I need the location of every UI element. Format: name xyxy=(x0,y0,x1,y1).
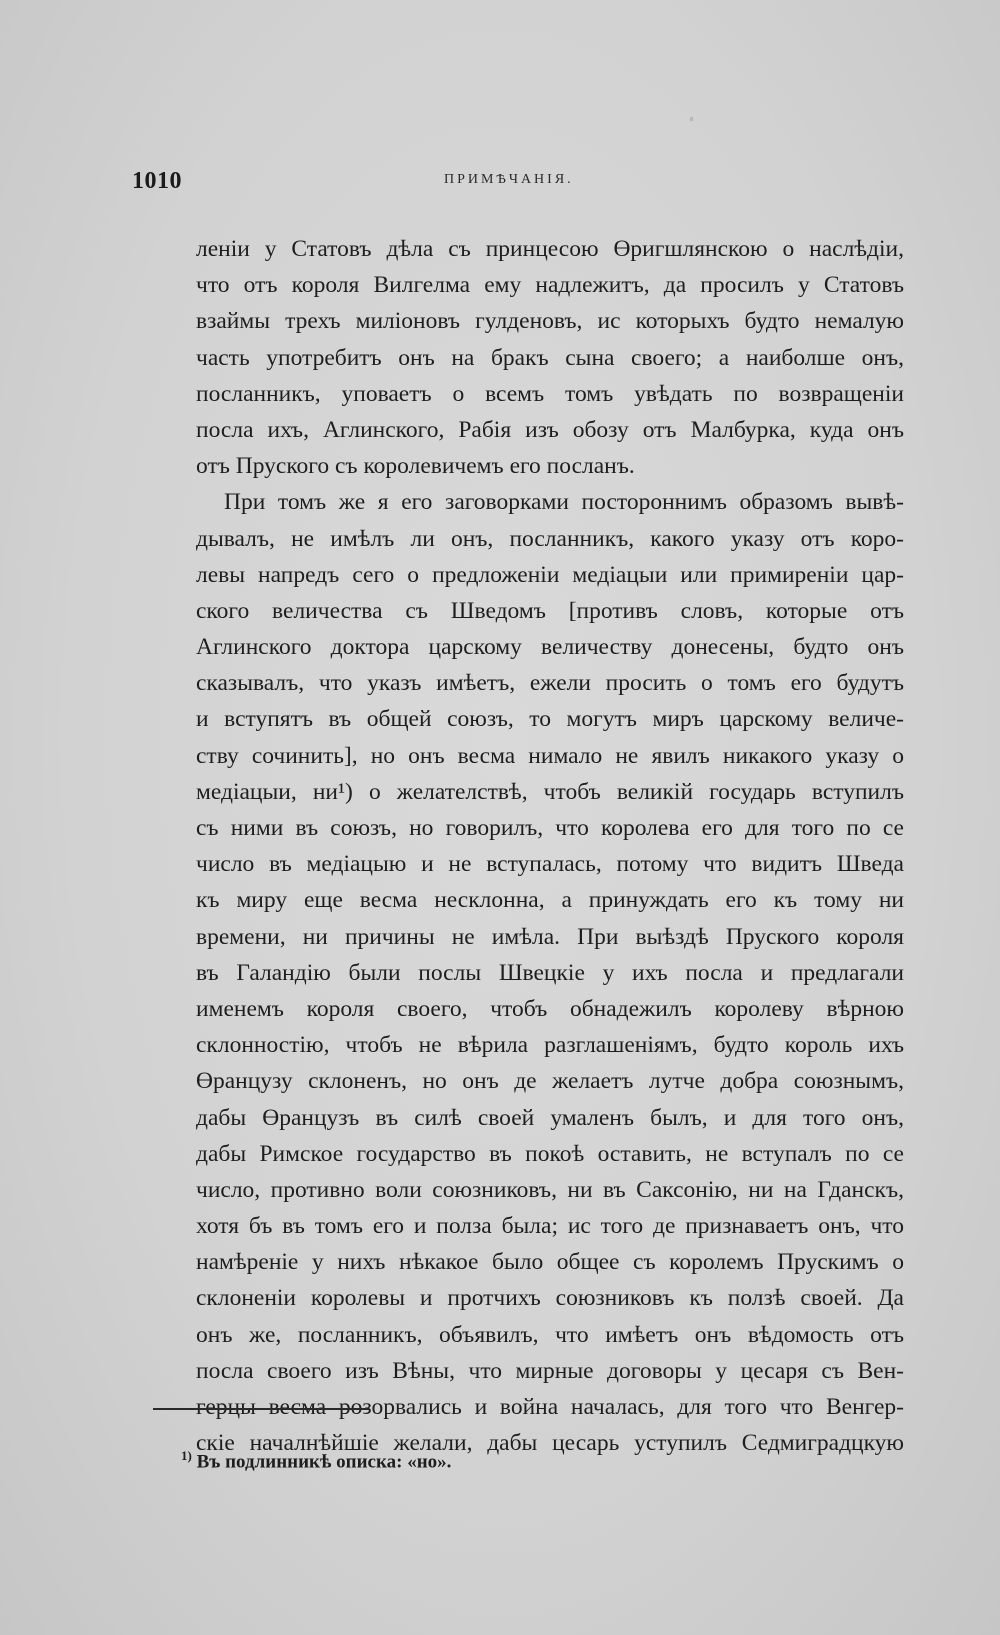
text-line: число, противно воли союзниковъ, ни въ Саксонію, ни на Гданскъ, xyxy=(196,1176,904,1203)
paragraph-first-line: При томъ же я его заговорками постороннимъ образомъ вывѣ- xyxy=(224,489,904,516)
footnote-text: Въ подлинникѣ описка: «но». xyxy=(196,1451,452,1473)
text-line: Өранцузу склоненъ, но онъ де желаетъ лутче добра союзнымъ, xyxy=(196,1068,904,1095)
text-line: въ Галандію были послы Швецкіе у ихъ посла и предлагали xyxy=(196,959,904,986)
text-line: число въ медіацыю и не вступалась, потому что видитъ Шведа xyxy=(196,851,904,878)
text-line: что отъ короля Вилгелма ему надлежитъ, да просилъ у Статовъ xyxy=(196,272,904,299)
text-line: медіацыи, ни¹) о желателствѣ, чтобъ великій государь вступилъ xyxy=(196,778,904,805)
text-line: и вступятъ въ общей союзъ, то могутъ миръ царскому величе- xyxy=(196,706,904,733)
body-text xyxy=(196,231,904,1461)
text-line: времени, ни причины не имѣла. При выѣздѣ Пруского короля xyxy=(196,923,904,950)
text-line: намѣреніе у нихъ нѣкакое было общее съ королемъ Прускимъ о xyxy=(196,1249,904,1276)
text-line: къ миру еще весма несклонна, а принуждать его къ тому ни xyxy=(196,887,904,914)
text-line: дывалъ, не имѣлъ ли онъ, посланникъ, какого указу отъ коро- xyxy=(196,525,904,552)
page-number: 1010 xyxy=(132,168,182,194)
text-line: Аглинского доктора царскому величеству донесены, будто онъ xyxy=(196,634,904,661)
text-line: дабы Римское государство въ покоѣ оставить, не вступалъ по се xyxy=(196,1140,904,1167)
text-line: ского величества съ Шведомъ [противъ словъ, которые отъ xyxy=(196,597,904,624)
text-line: часть употребитъ онъ на бракъ сына своего; а наиболше онъ, xyxy=(196,344,904,371)
text-line: ству сочинить], но онъ весма нимало не явилъ никакого указу о xyxy=(196,742,904,769)
text-line: склонностію, чтобъ не вѣрила разглашеніямъ, будто король ихъ xyxy=(196,1032,904,1059)
running-head: ПРИМѢЧАНІЯ. xyxy=(444,172,574,187)
text-line: хотя бъ въ томъ его и полза была; ис того де признаваетъ онъ, что xyxy=(196,1213,904,1240)
text-line: съ ними въ союзъ, но говорилъ, что королева его для того по се xyxy=(196,815,904,841)
text-line: именемъ короля своего, чтобъ обнадежилъ королеву вѣрною xyxy=(196,995,904,1022)
text-line: сказывалъ, что указъ имѣетъ, ежели просить о томъ его будутъ xyxy=(196,670,904,697)
text-line: герцы весма розорвались и война началась, для того что Венгер- xyxy=(196,1394,904,1420)
text-line: дабы Өранцузъ въ силѣ своей умаленъ былъ, и для того онъ, xyxy=(196,1104,904,1131)
text-line: взаймы трехъ миліоновъ гулденовъ, ис которыхъ будто немалую xyxy=(196,308,904,335)
text-line: левы напредъ сего о предложеніи медіацыи или примиреніи цар- xyxy=(196,561,904,588)
footnote-rule xyxy=(153,1408,369,1410)
paper-mark xyxy=(690,117,693,121)
text-line: отъ Пруского съ королевичемъ его посланъ. xyxy=(196,453,635,480)
footnote xyxy=(181,1448,451,1473)
text-line: леніи у Статовъ дѣла съ принцесою Өригшлянскою о наслѣдіи, xyxy=(196,236,904,262)
text-line: посланникъ, уповаетъ о всемъ томъ увѣдать по возвращеніи xyxy=(196,380,904,407)
text-line: посла ихъ, Аглинского, Рабія изъ обозу отъ Малбурка, куда онъ xyxy=(196,416,904,443)
text-line: онъ же, посланникъ, объявилъ, что имѣетъ онъ вѣдомость отъ xyxy=(196,1321,904,1348)
text-line: склоненіи королевы и протчихъ союзниковъ къ ползѣ своей. Да xyxy=(196,1285,904,1312)
text-line: посла своего изъ Вѣны, что мирные договоры у цесаря съ Вен- xyxy=(196,1357,904,1384)
text-line: скіе началнѣйшіе желали, дабы цесарь уступилъ Седмиградцкую xyxy=(196,1430,904,1457)
footnote-marker: 1) xyxy=(181,1448,192,1463)
